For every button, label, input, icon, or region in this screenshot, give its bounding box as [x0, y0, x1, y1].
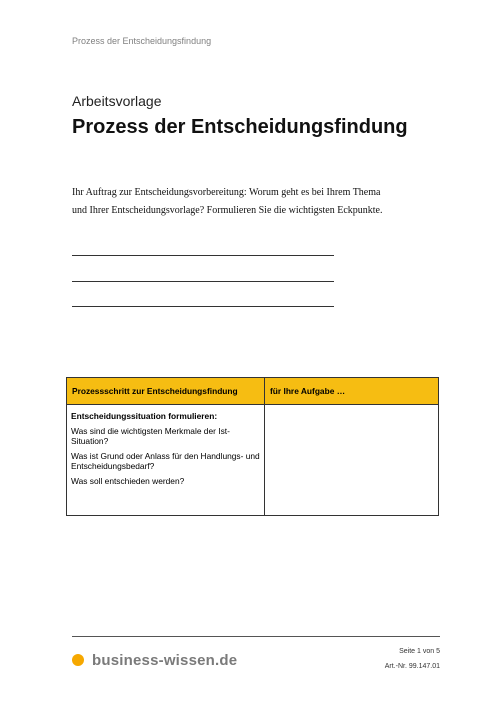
page-title: Prozess der Entscheidungsfindung	[72, 116, 408, 138]
step-question: Was ist Grund oder Anlass für den Handlungs- und Entscheidungsbedarf?	[71, 451, 260, 471]
page-number: Seite 1 von 5	[399, 648, 440, 655]
step-cell	[67, 405, 265, 516]
brand-logo	[72, 651, 237, 669]
article-number: Art.-Nr. 99.147.01	[384, 663, 440, 670]
table-header-task: für Ihre Aufgabe …	[265, 378, 439, 405]
document-label: Arbeitsvorlage	[72, 93, 162, 109]
logo-text: business-wissen.de	[92, 651, 238, 669]
step-question: Was soll entschieden werden?	[71, 476, 185, 486]
step-question: Was sind die wichtigsten Merkmale der Ist-Situation?	[71, 426, 230, 446]
table-row	[67, 405, 439, 516]
logo-dot-icon	[72, 654, 84, 666]
table-header-row	[67, 378, 439, 405]
answer-line[interactable]	[72, 281, 334, 282]
footer-rule	[72, 636, 440, 637]
answer-line[interactable]	[72, 306, 334, 307]
running-header: Prozess der Entscheidungsfindung	[72, 36, 212, 46]
table-header-step: Prozessschritt zur Entscheidungsfindung	[67, 378, 265, 405]
step-heading: Entscheidungssituation formulieren:	[71, 411, 218, 421]
answer-cell[interactable]	[265, 405, 439, 516]
process-table	[66, 377, 439, 516]
intro-text: Ihr Auftrag zur Entscheidungsvorbereitung: Worum geht es bei Ihrem Thema und Ihrer Entscheidungsvorlage? Formulieren Sie die wichtigsten Eckpunkte.	[72, 187, 383, 216]
answer-line[interactable]	[72, 255, 334, 256]
